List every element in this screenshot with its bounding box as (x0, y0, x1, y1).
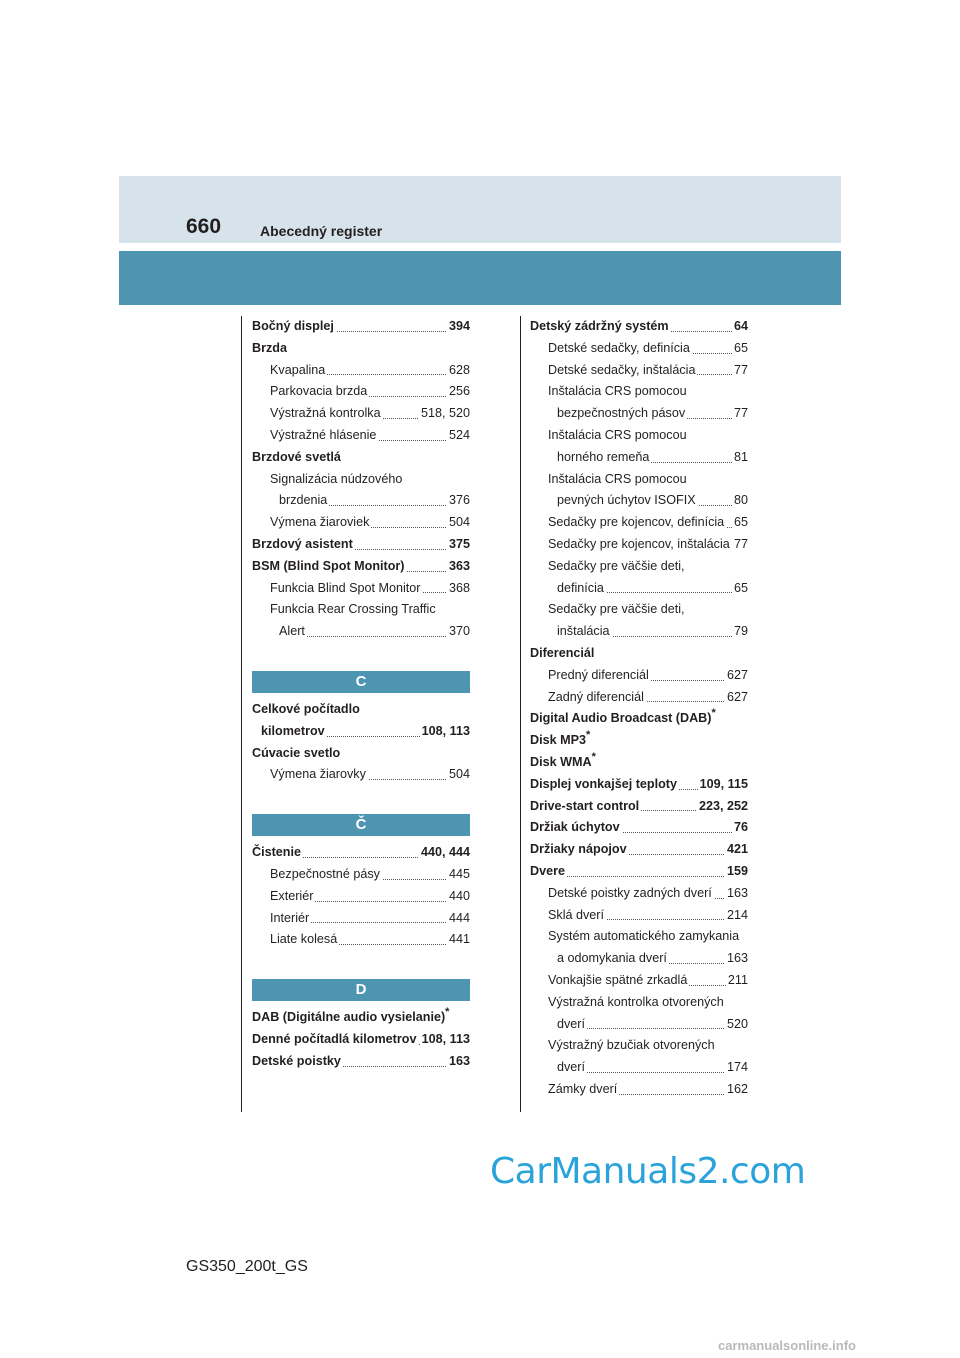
watermark-carmanualsonline[interactable]: carmanualsonline.info (718, 1338, 856, 1353)
index-entry-label (548, 428, 689, 442)
index-entry[interactable] (530, 316, 748, 338)
index-entry-label (557, 951, 669, 965)
index-entry[interactable] (557, 948, 748, 970)
index-entry[interactable] (270, 360, 470, 382)
index-entry-label (530, 799, 641, 813)
entry-label-text: bezpečnostných pásov (557, 406, 686, 421)
entry-label-text: dverí (557, 1060, 585, 1075)
index-entry-page: 376 (447, 490, 470, 512)
index-entry-label (548, 384, 689, 398)
index-entry[interactable] (548, 905, 748, 927)
entry-label-text: Detské poistky (252, 1053, 341, 1068)
index-entry-page: 375 (447, 534, 470, 556)
index-entry[interactable] (548, 992, 748, 1014)
index-entry-page: 163 (447, 1051, 470, 1073)
index-entry[interactable] (270, 599, 470, 621)
index-entry-label (252, 1005, 451, 1025)
index-entry-page: 64 (732, 316, 748, 338)
index-entry-page: 65 (732, 512, 748, 534)
index-entry[interactable] (270, 764, 470, 786)
entry-label-text: definícia (557, 580, 604, 595)
entry-label-text: Držiak úchytov (530, 820, 620, 835)
index-entry-label (252, 845, 303, 859)
entry-label-text: brzdenia (279, 493, 328, 508)
index-entry[interactable] (557, 1014, 748, 1036)
index-entry[interactable] (530, 839, 748, 861)
index-entry[interactable] (270, 403, 470, 425)
entry-label-text: Denné počítadlá kilometrov (252, 1031, 417, 1046)
index-entry[interactable] (252, 338, 470, 360)
index-entry[interactable] (548, 687, 748, 709)
entry-label-text: Výstražná kontrolka (270, 406, 381, 421)
entry-label-text: Funkcia Blind Spot Monitor (270, 580, 421, 595)
index-entry[interactable] (270, 425, 470, 447)
entry-label-text: Sedačky pre väčšie deti, (548, 602, 685, 617)
entry-label-text: Displej vonkajšej teploty (530, 776, 677, 791)
index-entry-label (530, 820, 622, 834)
index-entry-label (270, 911, 311, 925)
entry-label-text: Sklá dverí (548, 907, 604, 922)
index-entry[interactable] (548, 469, 748, 491)
index-entry-label (252, 341, 289, 355)
entry-label-text: Inštalácia CRS pomocou (548, 384, 687, 399)
entry-label-text: Detský zádržný systém (530, 319, 669, 333)
index-entry[interactable] (270, 886, 470, 908)
section-title: Abecedný register (260, 223, 383, 239)
index-entry[interactable] (252, 743, 470, 765)
index-entry-label (548, 690, 646, 704)
index-entry-label (548, 1038, 717, 1052)
index-entry-page: 108, 113 (420, 1029, 470, 1051)
entry-label-text: Diferenciál (530, 645, 595, 660)
index-entry-page: 256 (447, 381, 470, 403)
index-entry-label (252, 1054, 343, 1068)
entry-label-text: Výstražný bzučiak otvorených (548, 1038, 715, 1053)
index-entry-label (270, 428, 378, 442)
footnote-asterisk: * (711, 707, 716, 720)
index-entry[interactable] (530, 752, 748, 774)
index-entry-label (252, 319, 336, 333)
index-entry-label (557, 1017, 587, 1031)
index-entry[interactable] (261, 721, 470, 743)
index-entry-page: 363 (447, 556, 470, 578)
index-entry-label (270, 889, 315, 903)
index-entry-label (252, 450, 343, 464)
index-entry-label (279, 624, 307, 638)
index-entry-page: 109, 115 (698, 774, 748, 796)
index-entry[interactable] (548, 512, 748, 534)
index-entry-label (270, 384, 369, 398)
header-band (119, 176, 841, 243)
entry-label-text: Sedačky pre väčšie deti, (548, 558, 685, 573)
index-entry-page: 214 (725, 905, 748, 927)
index-entry-label (530, 750, 598, 769)
index-entry-page: 520 (725, 1014, 748, 1036)
index-entry-label (530, 319, 671, 333)
index-entry-label (548, 995, 726, 1009)
index-entry-label (548, 668, 651, 682)
index-entry[interactable] (270, 578, 470, 600)
index-entry-page: 628 (447, 360, 470, 382)
index-entry-label (557, 450, 651, 464)
entry-label-text: Detské sedačky, definícia (548, 340, 690, 355)
index-entry[interactable] (548, 1079, 748, 1101)
index-entry-label (548, 472, 689, 486)
index-entry-label (270, 406, 383, 420)
entry-label-text: Zámky dverí (548, 1081, 618, 1096)
watermark-carmanuals[interactable]: CarManuals2.com (490, 1151, 806, 1192)
entry-label-text: Parkovacia brzda (270, 384, 368, 399)
index-entry[interactable] (548, 1035, 748, 1057)
index-entry[interactable] (252, 447, 470, 469)
entry-label-text: Držiaky nápojov (530, 842, 627, 857)
index-entry[interactable] (548, 665, 748, 687)
index-entry[interactable] (530, 796, 748, 818)
index-entry[interactable] (548, 926, 748, 948)
index-entry-page: 79 (732, 621, 748, 643)
index-entry-label (557, 1060, 587, 1074)
entry-label-text: Brzdové svetlá (252, 449, 341, 464)
dot-leader (279, 636, 470, 637)
index-entry[interactable] (530, 861, 748, 883)
index-entry-label (270, 767, 368, 781)
entry-label-text: Sedačky pre kojencov, definícia (548, 515, 725, 530)
index-entry[interactable] (548, 381, 748, 403)
entry-label-text: dverí (557, 1016, 585, 1031)
index-entry[interactable] (548, 534, 748, 556)
entry-label-text: Liate kolesá (270, 932, 338, 947)
index-entry[interactable] (557, 1057, 748, 1079)
entry-label-text: Interiér (270, 910, 310, 925)
entry-label-text: Detské poistky zadných dverí (548, 885, 712, 900)
index-letter-header: D (252, 979, 470, 1001)
entry-label-text: Digital Audio Broadcast (DAB) (530, 711, 712, 726)
index-entry-page: 108, 113 (420, 721, 470, 743)
index-entry-label (530, 646, 596, 660)
index-entry-label (548, 886, 714, 900)
index-entry-page: 441 (447, 929, 470, 951)
index-entry-label (548, 908, 606, 922)
entry-label-text: Cúvacie svetlo (252, 745, 341, 760)
footnote-asterisk: * (591, 750, 596, 763)
index-entry-page: 421 (725, 839, 748, 861)
index-entry-label (252, 559, 407, 573)
index-entry-page: 504 (447, 512, 470, 534)
column-rule-left (241, 316, 242, 1112)
index-entry-label (530, 864, 567, 878)
index-entry-label (548, 1082, 619, 1096)
index-entry-page: 65 (732, 338, 748, 360)
index-entry-label (548, 341, 692, 355)
index-column-left (252, 316, 470, 1073)
index-entry[interactable] (548, 360, 748, 382)
teal-band (119, 251, 841, 305)
index-entry-page: 394 (447, 316, 470, 338)
index-entry[interactable] (270, 381, 470, 403)
index-entry-page: 211 (726, 970, 748, 992)
entry-label-text: Dvere (530, 863, 566, 878)
index-entry-label (557, 581, 606, 595)
index-entry-page: 76 (732, 817, 748, 839)
index-entry[interactable] (530, 643, 748, 665)
index-entry-page: 77 (732, 534, 748, 556)
entry-label-text: Vonkajšie spätné zrkadlá (548, 972, 688, 987)
index-entry[interactable] (252, 699, 470, 721)
entry-label-text: Výmena žiaroviek (270, 515, 370, 530)
index-entry[interactable] (279, 490, 470, 512)
entry-label-text: Disk WMA (530, 754, 592, 769)
column-rule-right (520, 316, 521, 1112)
entry-label-text: BSM (Blind Spot Monitor) (252, 558, 405, 573)
entry-label-text: Funkcia Rear Crossing Traffic (270, 602, 436, 617)
index-entry-page: 80 (732, 490, 748, 512)
index-entry[interactable] (270, 469, 470, 491)
entry-label-text: Bezpečnostné pásy (270, 866, 380, 881)
index-entry[interactable] (548, 556, 748, 578)
footnote-asterisk: * (445, 1005, 450, 1018)
index-entry-label (557, 493, 698, 507)
index-entry-page: 77 (732, 360, 748, 382)
index-entry-label (548, 537, 732, 551)
index-entry-page: 440, 444 (419, 842, 470, 864)
index-entry-page: 370 (447, 621, 470, 643)
index-entry-label (557, 624, 612, 638)
index-entry[interactable] (270, 512, 470, 534)
index-entry-label (548, 363, 697, 377)
footnote-asterisk: * (586, 728, 591, 741)
index-entry-label (252, 746, 342, 760)
index-entry[interactable] (279, 621, 470, 643)
index-entry-label (252, 537, 355, 551)
index-entry[interactable] (530, 708, 748, 730)
entry-label-text: Predný diferenciál (548, 667, 649, 682)
entry-label-text: Kvapalina (270, 362, 326, 377)
index-letter-header: C (252, 671, 470, 693)
index-entry[interactable] (548, 425, 748, 447)
index-entry-label (530, 777, 679, 791)
index-entry[interactable] (270, 929, 470, 951)
entry-label-text: a odomykania dverí (557, 951, 667, 966)
index-entry[interactable] (252, 534, 470, 556)
index-entry-page: 444 (447, 908, 470, 930)
index-entry-label (252, 1032, 418, 1046)
entry-label-text: Brzda (252, 340, 287, 355)
index-entry-label (270, 472, 404, 486)
index-entry-page: 445 (447, 864, 470, 886)
index-entry-page: 504 (447, 764, 470, 786)
index-entry[interactable] (548, 338, 748, 360)
index-entry[interactable] (252, 842, 470, 864)
model-code: GS350_200t_GS (186, 1258, 308, 1275)
entry-label-text: Výstražná kontrolka otvorených (548, 994, 724, 1009)
index-entry-page: 77 (732, 403, 748, 425)
index-entry-page: 159 (725, 861, 748, 883)
index-entry-label (530, 728, 592, 748)
entry-label-text: Systém automatického zamykania (548, 929, 740, 944)
index-entry[interactable] (557, 578, 748, 600)
index-entry[interactable] (270, 864, 470, 886)
index-entry[interactable] (557, 403, 748, 425)
index-entry-page: 440 (447, 886, 470, 908)
index-entry-label (548, 559, 687, 573)
entry-label-text: DAB (Digitálne audio vysielanie) (252, 1010, 446, 1025)
entry-label-text: Čistenie (252, 845, 301, 860)
index-entry-label (270, 363, 327, 377)
index-entry[interactable] (530, 730, 748, 752)
index-entry[interactable] (557, 447, 748, 469)
index-entry-label (530, 842, 629, 856)
entry-label-text: horného remeňa (557, 449, 650, 464)
entry-label-text: Celkové počítadlo (252, 701, 360, 716)
index-entry[interactable] (530, 817, 748, 839)
index-entry[interactable] (557, 621, 748, 643)
index-entry-page: 518, 520 (419, 403, 470, 425)
index-entry-page: 163 (725, 948, 748, 970)
entry-label-text: Brzdový asistent (252, 536, 353, 551)
index-entry-page: 65 (732, 578, 748, 600)
index-entry-label (270, 867, 382, 881)
index-entry[interactable] (548, 599, 748, 621)
entry-label-text: Inštalácia CRS pomocou (548, 427, 687, 442)
entry-label-text: Disk MP3 (530, 733, 586, 748)
entry-label-text: Exteriér (270, 888, 314, 903)
index-entry-page: 524 (447, 425, 470, 447)
index-entry-label (270, 932, 339, 946)
index-entry[interactable] (530, 774, 748, 796)
index-entry-label (548, 515, 726, 529)
index-entry-page: 163 (725, 883, 748, 905)
index-entry[interactable] (252, 1051, 470, 1073)
index-entry-page: 174 (725, 1057, 748, 1079)
index-entry-label (548, 973, 689, 987)
index-entry-label (279, 493, 329, 507)
index-entry[interactable] (557, 490, 748, 512)
entry-label-text: Zadný diferenciál (548, 689, 644, 704)
page-number: 660 (186, 215, 222, 238)
index-entry-page: 81 (732, 447, 748, 469)
entry-label-text: Výstražné hlásenie (270, 427, 377, 442)
entry-label-text: Detské sedačky, inštalácia (548, 362, 696, 377)
index-entry-page: 627 (725, 687, 748, 709)
index-entry-label (548, 602, 687, 616)
index-entry-label (270, 581, 423, 595)
entry-label-text: Drive-start control (530, 798, 640, 813)
entry-label-text: kilometrov (261, 723, 325, 738)
index-entry[interactable] (252, 556, 470, 578)
index-entry-label (530, 707, 718, 726)
index-entry-page: 162 (725, 1079, 748, 1101)
entry-label-text: pevných úchytov ISOFIX (557, 493, 696, 508)
entry-label-text: Alert (279, 624, 305, 639)
index-entry[interactable] (270, 908, 470, 930)
index-entry-label (252, 702, 362, 716)
index-entry-label (548, 929, 741, 943)
index-entry-page: 627 (725, 665, 748, 687)
index-column-right (530, 316, 748, 1101)
index-entry-label (270, 602, 438, 616)
entry-label-text: inštalácia (557, 624, 610, 639)
index-entry[interactable] (548, 970, 748, 992)
index-entry-page: 223, 252 (697, 796, 748, 818)
entry-label-text: Bočný displej (252, 319, 334, 333)
entry-label-text: Signalizácia núdzového (270, 471, 403, 486)
entry-label-text: Inštalácia CRS pomocou (548, 471, 687, 486)
index-entry[interactable] (252, 1029, 470, 1051)
index-letter-header: Č (252, 814, 470, 836)
entry-label-text: Výmena žiarovky (270, 767, 366, 782)
index-entry-page: 368 (447, 578, 470, 600)
index-entry[interactable] (548, 883, 748, 905)
index-entry-label (557, 406, 687, 420)
index-entry[interactable] (252, 316, 470, 338)
index-entry[interactable] (252, 1007, 470, 1029)
index-entry-label (261, 724, 327, 738)
entry-label-text: Sedačky pre kojencov, inštalácia (548, 536, 730, 551)
index-entry-label (270, 515, 371, 529)
